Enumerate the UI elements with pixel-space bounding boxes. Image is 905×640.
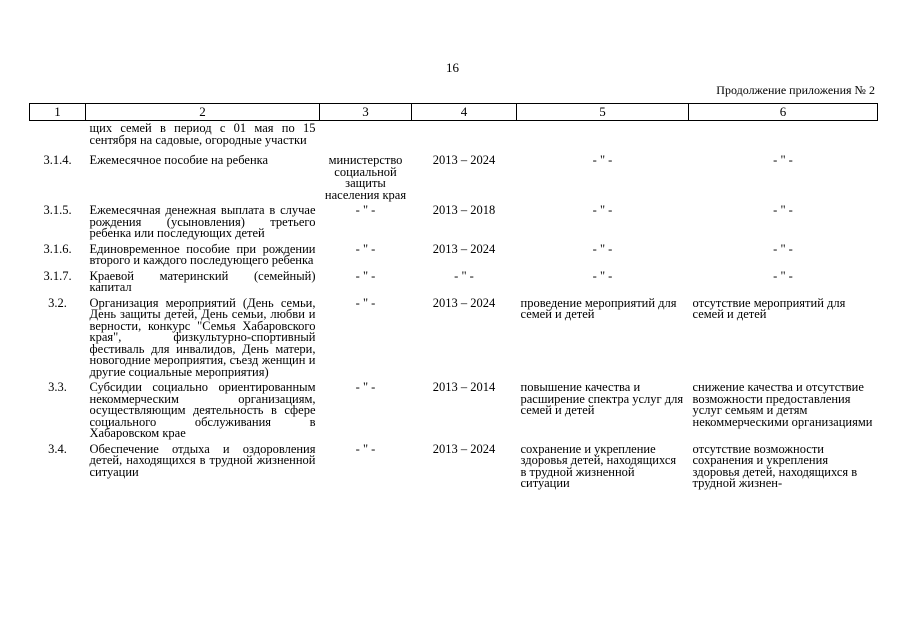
header-row: [30, 104, 878, 121]
period: 2013 – 2024: [432, 153, 496, 167]
measure-name: Ежемесячная денежная выплата в случае рождения (усыновления) третьего ребенка или последующих детей: [89, 203, 316, 240]
col-header-4: 4: [412, 104, 517, 121]
expected-result: сохранение и укрепление здоровья детей, находящихся в трудной жизненной ситуации: [520, 441, 677, 490]
period: 2013 – 2024: [432, 441, 496, 456]
non-implementation-risk: снижение качества и отсутствие возможности предоставления услуг семьям и детям некоммерческими организациями: [692, 380, 873, 429]
executor: - " -: [355, 241, 376, 256]
measure-name: Субсидии социально ориентированным некоммерческим организациям, осуществляющим деятельность в сфере социального обслуживания в Хабаровском крае: [89, 380, 316, 440]
table-row: [30, 382, 878, 444]
executor: [320, 121, 412, 151]
table-row: [30, 150, 878, 205]
measure-name: Единовременное пособие при рождении второго и каждого последующего ребенка: [89, 241, 316, 267]
measure-name: Краевой материнский (семейный) капитал: [89, 268, 316, 294]
period: 2013 – 2018: [432, 203, 496, 217]
col-header-3: 3: [320, 104, 412, 121]
row-number: 3.1.5.: [43, 203, 72, 217]
executor: - " -: [355, 380, 376, 394]
measure-name: Обеспечение отдыха и оздоровления детей, находящихся в трудной жизненной ситуации: [89, 441, 316, 479]
executor: - " -: [355, 295, 376, 310]
page-number: 16: [446, 60, 459, 75]
period: 2013 – 2014: [432, 380, 496, 394]
expected-result: - " -: [592, 153, 613, 167]
table-row: [30, 205, 878, 244]
col-header-2: 2: [86, 104, 320, 121]
row-number: 3.1.6.: [43, 241, 72, 256]
table-header: [30, 104, 878, 121]
expected-result: - " -: [592, 268, 613, 283]
expected-result: проведение мероприятий для семей и детей: [520, 295, 677, 321]
expected-result: - " -: [592, 203, 613, 217]
table-row: [30, 271, 878, 298]
table-row: [30, 444, 878, 494]
row-number: [30, 121, 86, 151]
row-number: 3.1.7.: [43, 268, 72, 283]
non-implementation-risk: отсутствие мероприятий для семей и детей: [692, 295, 846, 321]
non-implementation-risk: [689, 121, 878, 151]
non-implementation-risk: отсутствие возможности сохранения и укрепления здоровья детей, находящихся в трудной жизнен-: [692, 441, 858, 490]
program-table: [29, 103, 878, 494]
non-implementation-risk: - " -: [773, 241, 793, 256]
table-row: [30, 244, 878, 271]
non-implementation-risk: - " -: [773, 153, 793, 167]
row-number: 3.1.4.: [43, 153, 72, 167]
table-row: [30, 298, 878, 383]
non-implementation-risk: - " -: [773, 203, 793, 217]
col-header-6: 6: [689, 104, 878, 121]
non-implementation-risk: - " -: [773, 268, 793, 283]
period: - " -: [454, 268, 474, 283]
measure-name: щих семей в период с 01 мая по 15 сентября на садовые, огородные участки: [89, 121, 316, 147]
row-number: 3.4.: [48, 441, 67, 456]
expected-result: повышение качества и расширение спектра услуг для семей и детей: [520, 380, 684, 417]
executor: - " -: [355, 441, 376, 456]
period: 2013 – 2024: [432, 241, 496, 256]
continuation-label: Продолжение приложения № 2: [716, 83, 875, 97]
expected-result: - " -: [592, 241, 613, 256]
measure-name: Ежемесячное пособие на ребенка: [89, 153, 269, 167]
col-header-5: 5: [517, 104, 689, 121]
measure-name: Организация мероприятий (День семьи, День защиты детей, День семьи, любви и верности, конкурс "Семья Хабаровского края", физкультурно-спортивный фестиваль для инвалидов, День матери, новогодние мероприятия, съезд женщин и другие социальные мероприятия): [89, 295, 316, 379]
period: 2013 – 2024: [432, 295, 496, 310]
table-row: [30, 121, 878, 151]
executor: - " -: [355, 268, 376, 283]
row-number: 3.3.: [48, 380, 67, 394]
period: [412, 121, 517, 151]
row-number: 3.2.: [48, 295, 67, 310]
expected-result: [517, 121, 689, 151]
executor: - " -: [355, 203, 376, 217]
table-body: [30, 121, 878, 494]
col-header-1: 1: [30, 104, 86, 121]
executor: министерство социальной защиты населения края: [324, 153, 407, 202]
